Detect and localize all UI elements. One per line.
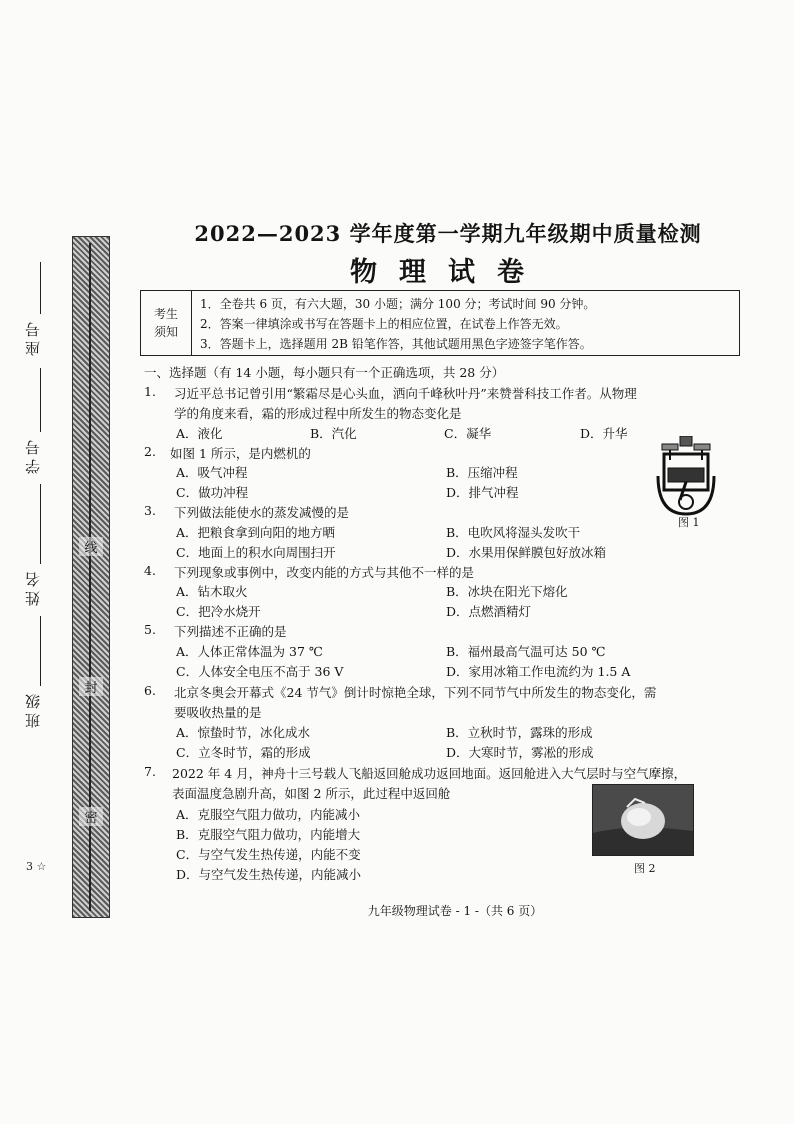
exam-subtitle: 物理试卷	[350, 257, 546, 288]
option-d: D．排气冲程	[446, 485, 519, 500]
option-b: B．立秋时节，露珠的形成	[446, 725, 593, 740]
question-stem: 表面温度急剧升高，如图 2 所示，此过程中返回舱	[172, 786, 451, 801]
section-heading: 一、选择题（有 14 小题，每小题只有一个正确选项，共 28 分）	[144, 365, 505, 380]
name-label: 姓名	[24, 568, 42, 606]
question-number: 1.	[144, 384, 156, 399]
question-stem: 如图 1 所示，是内燃机的	[170, 446, 311, 461]
option-a: A．人体正常体温为 37 ℃	[176, 644, 323, 659]
option-c: C．立冬时节，霜的形成	[176, 745, 311, 760]
option-c: C．地面上的积水向周围扫开	[176, 545, 336, 560]
option-c: C．把冷水烧开	[176, 604, 261, 619]
question-stem: 2022 年 4 月，神舟十三号载人飞船返回舱成功返回地面。返回舱进入大气层时与空气摩擦，	[172, 766, 687, 781]
option-b: B．汽化	[310, 426, 357, 441]
option-d: D．升华	[580, 426, 628, 441]
page-footer: 九年级物理试卷 - 1 -（共 6 页）	[367, 904, 543, 918]
notice-label	[141, 291, 192, 355]
option-a: A．吸气冲程	[176, 465, 248, 480]
binding-strip	[72, 236, 110, 918]
option-b: B．压缩冲程	[446, 465, 518, 480]
option-d: D．大寒时节，雾凇的形成	[446, 745, 594, 760]
notice-item: 2．答案一律填涂或书写在答题卡上的相应位置，在试卷上作答无效。	[200, 317, 568, 331]
question-number: 4.	[144, 563, 156, 578]
question-stem: 下列做法能使水的蒸发减慢的是	[174, 505, 350, 520]
notice-item: 1．全卷共 6 页，有六大题，30 小题；满分 100 分；考试时间 90 分钟。	[200, 297, 596, 311]
strip-word-mi: 密	[79, 807, 103, 826]
option-c: C．做功冲程	[176, 485, 249, 500]
class-line	[40, 616, 41, 686]
option-c: C．与空气发生热传递，内能不变	[176, 847, 361, 862]
notice-item: 3．答题卡上，选择题用 2B 铅笔作答，其他试题用黑色字迹签字笔作答。	[200, 337, 592, 351]
option-a: A．克服空气阻力做功，内能减小	[176, 807, 361, 822]
option-c: C．凝华	[444, 426, 492, 441]
notice-label-line1: 考生	[153, 307, 178, 321]
seat-number-line	[40, 262, 41, 314]
option-b: B．电吹风将湿头发吹干	[446, 525, 581, 540]
seat-number-label: 座号	[24, 318, 42, 356]
question-stem: 习近平总书记曾引用“繁霜尽是心头血，洒向千峰秋叶丹”来赞誉科技工作者。从物理	[174, 386, 637, 401]
option-d: D．点燃酒精灯	[446, 604, 532, 619]
option-b: B．福州最高气温可达 50 ℃	[446, 644, 606, 659]
figure2-caption: 图 2	[634, 862, 656, 875]
question-stem: 下列现象或事例中，改变内能的方式与其他不一样的是	[174, 565, 475, 580]
notice-label-line2: 须知	[153, 325, 178, 339]
question-number: 3.	[144, 503, 156, 518]
question-stem: 北京冬奥会开幕式《24 节气》倒计时惊艳全球，下列不同节气中所发生的物态变化，需	[174, 685, 657, 700]
option-c: C．人体安全电压不高于 36 V	[176, 664, 344, 679]
option-b: B．冰块在阳光下熔化	[446, 584, 568, 599]
question-number: 7.	[144, 764, 156, 779]
margin-mark: 3 ☆	[26, 860, 47, 873]
question-number: 5.	[144, 622, 156, 637]
question-stem: 学的角度来看，霜的形成过程中所发生的物态变化是	[174, 406, 462, 421]
figure1-caption: 图 1	[678, 516, 700, 529]
option-a: A．惊蛰时节，冰化成水	[176, 725, 311, 740]
option-a: A．钻木取火	[176, 584, 248, 599]
exam-title: 2022—2023 学年度第一学期九年级期中质量检测	[194, 221, 702, 246]
student-id-label: 学号	[24, 436, 42, 474]
name-line	[40, 484, 41, 564]
strip-word-xian: 线	[79, 537, 103, 556]
question-number: 6.	[144, 683, 156, 698]
class-label: 班级	[24, 690, 42, 728]
option-a: A．把粮食拿到向阳的地方晒	[176, 525, 336, 540]
question-stem: 下列描述不正确的是	[174, 624, 287, 639]
candidate-notice-box	[140, 290, 740, 356]
option-d: D．水果用保鲜膜包好放冰箱	[446, 545, 607, 560]
option-b: B．克服空气阻力做功，内能增大	[176, 827, 361, 842]
capsule-image	[593, 785, 693, 855]
notice-items	[192, 291, 739, 355]
question-stem: 要吸收热量的是	[174, 705, 262, 720]
option-d: D．家用冰箱工作电流约为 1.5 A	[446, 664, 631, 679]
option-a: A．液化	[176, 426, 223, 441]
question-number: 2.	[144, 444, 156, 459]
student-id-line	[40, 368, 41, 432]
strip-word-feng: 封	[79, 677, 103, 696]
option-d: D．与空气发生热传递，内能减小	[176, 867, 362, 882]
return-capsule-photo	[592, 784, 694, 856]
engine-cylinder-figure	[650, 436, 722, 516]
